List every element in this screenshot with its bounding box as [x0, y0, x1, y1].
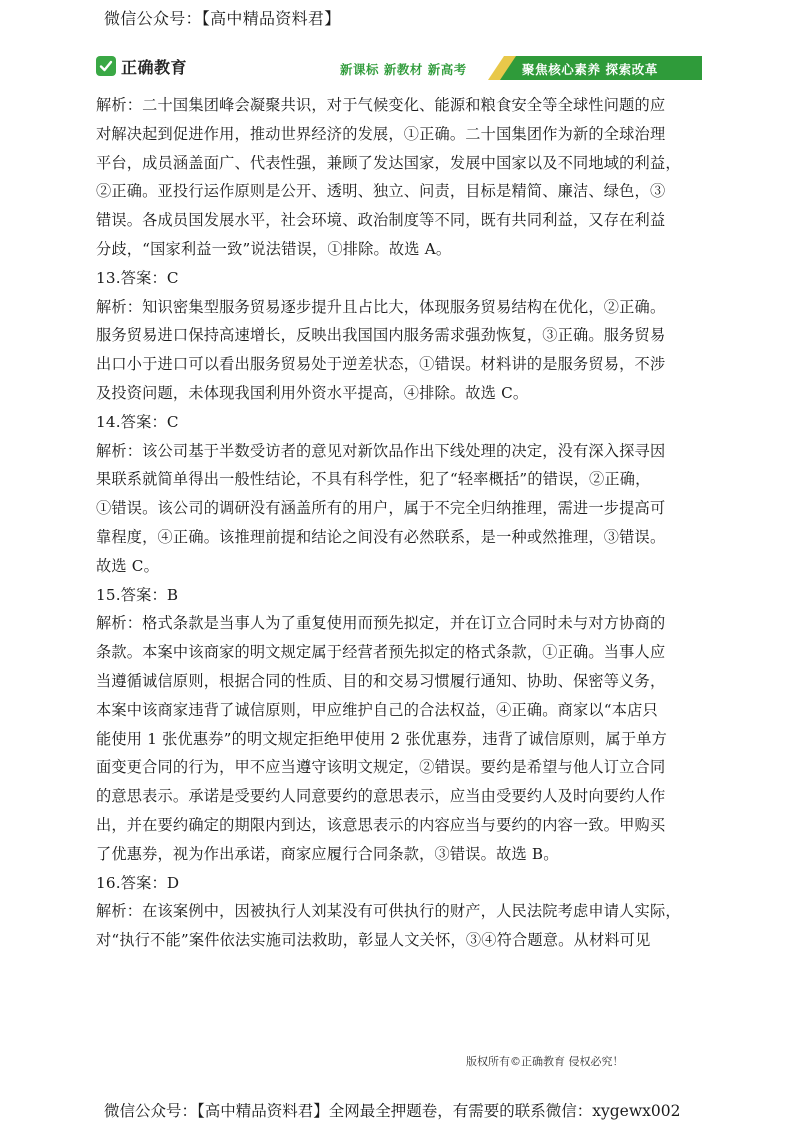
text-line: 13.答案：C	[96, 268, 179, 287]
text-line: 果联系就简单得出一般性结论，不具有科学性，犯了“轻率概括”的错误，②正确，	[96, 470, 651, 489]
slogan-banner	[482, 56, 702, 80]
text-line: 及投资问题，未体现我国利用外资水平提高，④排除。故选 C。	[96, 383, 529, 402]
text-line: 能使用 1 张优惠券”的明文规定拒绝甲使用 2 张优惠券，违背了诚信原则，属于单方	[96, 729, 667, 748]
slogan-left: 新课标 新教材 新高考	[340, 62, 467, 77]
text-line: 对解决起到促进作用，推动世界经济的发展，①正确。二十国集团作为新的全球治理	[96, 124, 666, 143]
bottom-wechat-banner: 微信公众号：【高中精品资料君】全网最全押题卷，有需要的联系微信：xygewx002	[104, 1102, 681, 1120]
answer-text-body	[96, 91, 706, 955]
text-line: 的意思表示。承诺是受要约人同意要约的意思表示，应当由受要约人及时向要约人作	[96, 787, 666, 806]
copyright-notice: 版权所有©正确教育 侵权必究！	[466, 1055, 624, 1068]
text-line: 16.答案：D	[96, 873, 180, 892]
text-line: 服务贸易进口保持高速增长，反映出我国国内服务需求强劲恢复，③正确。服务贸易	[96, 326, 666, 345]
text-line: 条款。本案中该商家的明文规定属于经营者预先拟定的格式条款，①正确。当事人应	[96, 643, 666, 662]
text-line: 本案中该商家违背了诚信原则，甲应维护自己的合法权益，④正确。商家以“本店只	[96, 700, 658, 719]
text-line: ②正确。亚投行运作原则是公开、透明、独立、问责，目标是精简、廉洁、绿色，③	[96, 182, 666, 201]
text-line: 当遵循诚信原则，根据合同的性质、目的和交易习惯履行通知、协助、保密等义务，	[96, 671, 666, 690]
top-wechat-banner: 微信公众号：【高中精品资料君】	[104, 9, 341, 28]
logo-text: 正确教育	[121, 57, 188, 77]
text-line: 靠程度，④正确。该推理前提和结论之间没有必然联系，是一种或然推理，③错误。	[96, 527, 666, 546]
text-line: 对“执行不能”案件依法实施司法救助，彰显人文关怀，③④符合题意。从材料可见	[96, 931, 651, 950]
text-line: 15.答案：B	[96, 585, 179, 604]
text-line: 平台，成员涵盖面广、代表性强，兼顾了发达国家，发展中国家以及不同地域的利益，	[96, 153, 681, 172]
text-line: 了优惠券，视为作出承诺，商家应履行合同条款，③错误。故选 B。	[96, 844, 559, 863]
text-line: 故选 C。	[96, 556, 160, 575]
checkmark-icon	[96, 56, 116, 76]
text-line: 解析：格式条款是当事人为了重复使用而预先拟定，并在订立合同时未与对方协商的	[96, 614, 666, 633]
text-line: ①错误。该公司的调研没有涵盖所有的用户，属于不完全归纳推理，需进一步提高可	[96, 499, 666, 518]
text-line: 解析：二十国集团峰会凝聚共识，对于气候变化、能源和粮食安全等全球性问题的应	[96, 96, 666, 114]
slogan-right: 聚焦核心素养 探索改革	[522, 62, 658, 77]
text-line: 14.答案：C	[96, 412, 179, 431]
text-line: 出，并在要约确定的期限内到达，该意思表示的内容应当与要约的内容一致。甲购买	[96, 815, 666, 834]
text-line: 分歧，“国家利益一致”说法错误，①排除。故选 A。	[96, 239, 452, 258]
text-line: 解析：该公司基于半数受访者的意见对新饮品作出下线处理的决定，没有深入探寻因	[96, 441, 666, 460]
text-line: 解析：在该案例中，因被执行人刘某没有可供执行的财产，人民法院考虑申请人实际，	[96, 902, 681, 921]
text-line: 面变更合同的行为，甲不应当遵守该明文规定，②错误。要约是希望与他人订立合同	[96, 758, 666, 777]
page-header	[96, 52, 696, 82]
text-line: 错误。各成员国发展水平，社会环境、政治制度等不同，既有共同利益，又存在利益	[96, 211, 666, 230]
text-line: 解析：知识密集型服务贸易逐步提升且占比大，体现服务贸易结构在优化，②正确。	[96, 297, 666, 316]
brand-logo	[96, 52, 187, 80]
text-line: 出口小于进口可以看出服务贸易处于逆差状态，①错误。材料讲的是服务贸易，不涉	[96, 355, 666, 374]
